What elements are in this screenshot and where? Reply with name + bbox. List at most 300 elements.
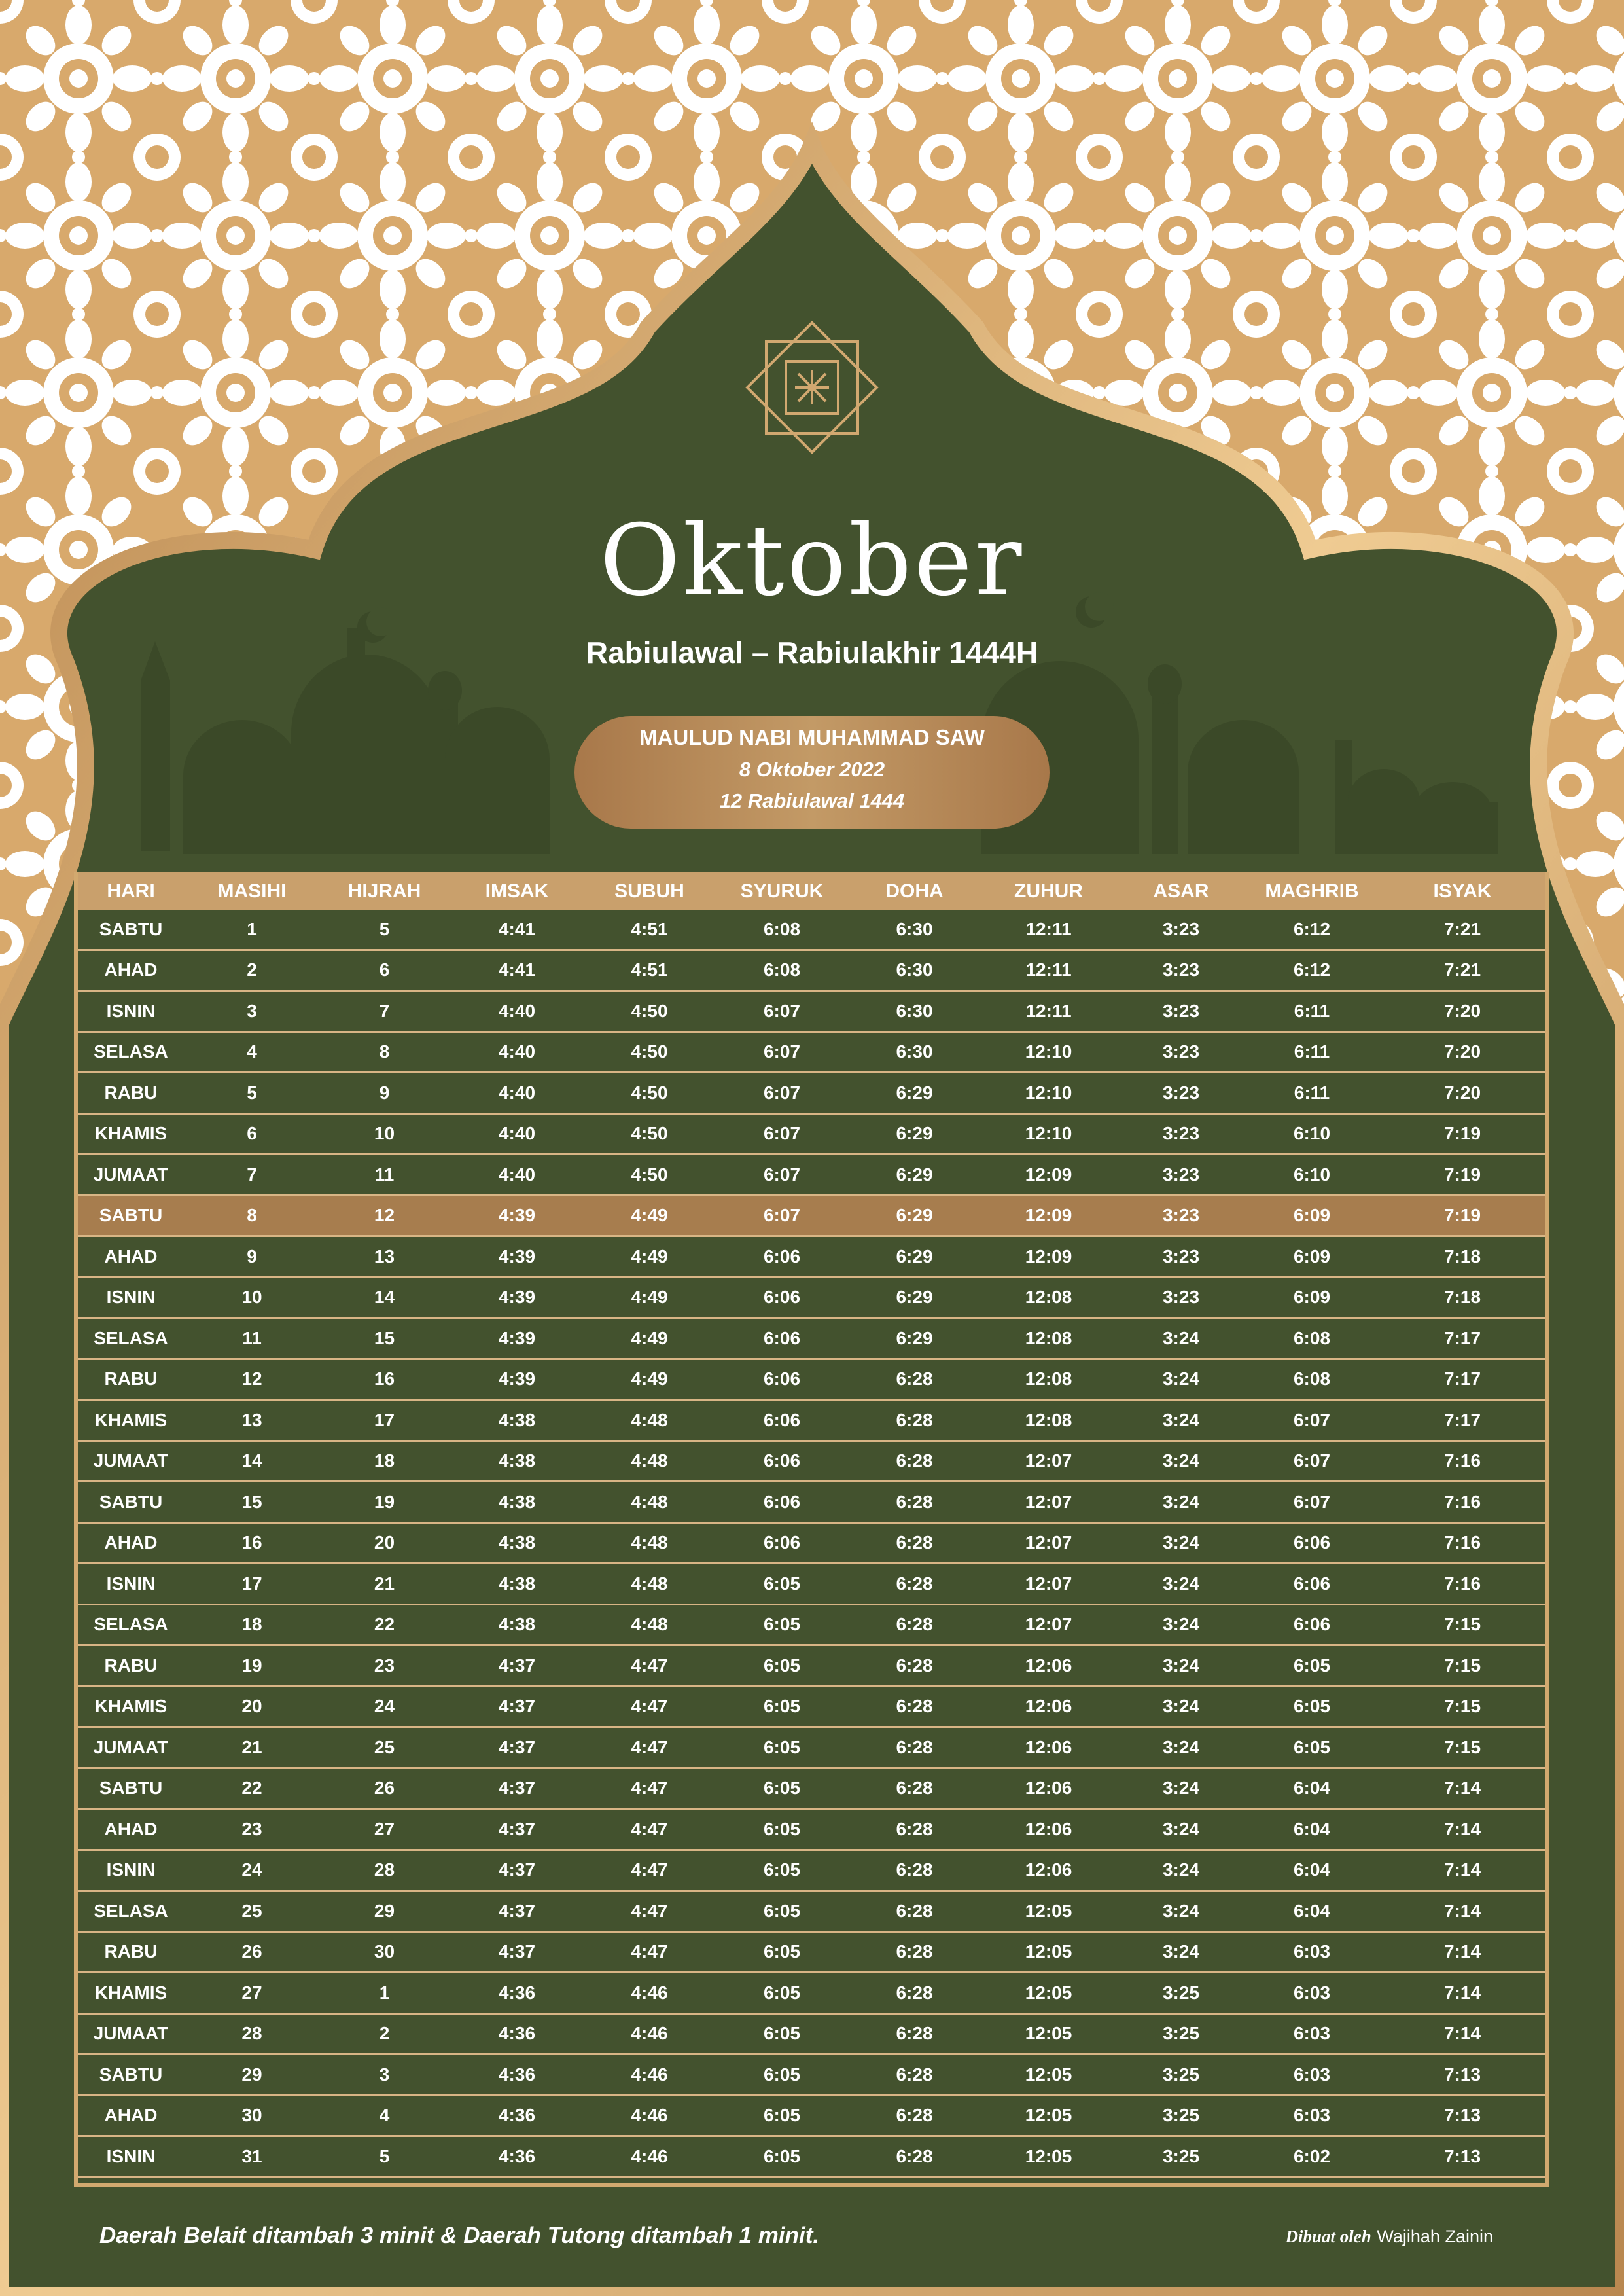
table-cell: 7:16 bbox=[1377, 1482, 1547, 1523]
table-cell: 4:46 bbox=[582, 2095, 716, 2136]
table-cell: JUMAAT bbox=[75, 1441, 186, 1482]
table-cell: 4:49 bbox=[582, 1318, 716, 1359]
table-cell: 6:06 bbox=[1246, 1604, 1377, 1645]
month-title: Oktober bbox=[599, 504, 1025, 618]
table-cell: 6:28 bbox=[847, 1727, 981, 1768]
table-cell: 12:06 bbox=[981, 1850, 1116, 1891]
table-cell: 7:17 bbox=[1377, 1400, 1547, 1441]
table-cell: 6:05 bbox=[716, 1891, 847, 1932]
table-cell: 4:46 bbox=[582, 2054, 716, 2096]
table-cell: 29 bbox=[317, 1891, 451, 1932]
table-cell: 6:29 bbox=[847, 1236, 981, 1278]
table-cell: 12:06 bbox=[981, 1809, 1116, 1850]
table-cell: 4:47 bbox=[582, 1850, 716, 1891]
table-cell: 20 bbox=[317, 1522, 451, 1564]
table-cell: 4:47 bbox=[582, 1645, 716, 1687]
table-cell: 7:14 bbox=[1377, 1931, 1547, 1973]
column-header: ISYAK bbox=[1377, 872, 1547, 910]
table-cell: 6:30 bbox=[847, 991, 981, 1032]
table-cell: 4:36 bbox=[451, 2054, 582, 2096]
table-cell: 6:28 bbox=[847, 2054, 981, 2096]
table-cell: 4:39 bbox=[451, 1236, 582, 1278]
table-cell: 7:14 bbox=[1377, 2013, 1547, 2054]
table-cell: 4:37 bbox=[451, 1727, 582, 1768]
table-cell: 1 bbox=[317, 1973, 451, 2014]
table-cell: 6:06 bbox=[716, 1277, 847, 1318]
table-cell: 6:04 bbox=[1246, 1809, 1377, 1850]
table-cell: 12:06 bbox=[981, 1768, 1116, 1809]
table-cell: 17 bbox=[186, 1564, 317, 1605]
table-cell: 6:03 bbox=[1246, 2054, 1377, 2096]
table-cell: 15 bbox=[186, 1482, 317, 1523]
table-cell: 5 bbox=[317, 910, 451, 950]
table-cell: 6:06 bbox=[716, 1359, 847, 1400]
table-cell: SABTU bbox=[75, 1768, 186, 1809]
table-cell: 6:05 bbox=[716, 1850, 847, 1891]
table-cell: 6:11 bbox=[1246, 1073, 1377, 1114]
table-cell: 3:23 bbox=[1116, 1155, 1246, 1196]
table-cell: 6:05 bbox=[716, 2095, 847, 2136]
table-cell: 11 bbox=[186, 1318, 317, 1359]
table-cell: 6:05 bbox=[716, 1686, 847, 1727]
table-cell: 12:09 bbox=[981, 1155, 1116, 1196]
table-cell: 21 bbox=[317, 1564, 451, 1605]
table-cell: 6:05 bbox=[716, 1973, 847, 2014]
table-cell: 6:06 bbox=[1246, 1522, 1377, 1564]
table-cell: 4:38 bbox=[451, 1482, 582, 1523]
table-cell: 13 bbox=[186, 1400, 317, 1441]
table-cell: 6:05 bbox=[716, 1931, 847, 1973]
table-cell: 12:11 bbox=[981, 991, 1116, 1032]
table-cell: 4:49 bbox=[582, 1277, 716, 1318]
table-cell: 25 bbox=[186, 1891, 317, 1932]
table-cell: 6:05 bbox=[716, 2054, 847, 2096]
table-cell: 3:24 bbox=[1116, 1318, 1246, 1359]
table-cell: 3:23 bbox=[1116, 950, 1246, 991]
table-cell: 6:09 bbox=[1246, 1195, 1377, 1236]
table-cell: 4:38 bbox=[451, 1522, 582, 1564]
table-cell: 4:40 bbox=[451, 1073, 582, 1114]
table-cell: 3:23 bbox=[1116, 1031, 1246, 1073]
table-cell: 7:15 bbox=[1377, 1645, 1547, 1687]
table-cell: 4:46 bbox=[582, 2013, 716, 2054]
table-cell: 3:24 bbox=[1116, 1359, 1246, 1400]
table-cell: 6:05 bbox=[716, 1727, 847, 1768]
table-cell: 4:48 bbox=[582, 1482, 716, 1523]
event-date: 8 Oktober 2022 bbox=[739, 758, 885, 781]
table-cell: 6:08 bbox=[1246, 1318, 1377, 1359]
column-header: SUBUH bbox=[582, 872, 716, 910]
table-cell: 3:24 bbox=[1116, 1809, 1246, 1850]
table-cell: RABU bbox=[75, 1931, 186, 1973]
table-cell: 7:16 bbox=[1377, 1564, 1547, 1605]
table-cell: 12:05 bbox=[981, 1973, 1116, 2014]
table-cell: ISNIN bbox=[75, 1850, 186, 1891]
table-cell: AHAD bbox=[75, 1236, 186, 1278]
table-cell: 30 bbox=[317, 1931, 451, 1973]
table-cell: 6:04 bbox=[1246, 1891, 1377, 1932]
table-cell: 7 bbox=[317, 991, 451, 1032]
table-cell: 23 bbox=[317, 1645, 451, 1687]
table-cell: SABTU bbox=[75, 1195, 186, 1236]
table-cell: 12:08 bbox=[981, 1318, 1116, 1359]
table-cell: 7:15 bbox=[1377, 1727, 1547, 1768]
table-cell: RABU bbox=[75, 1073, 186, 1114]
table-cell: 7:14 bbox=[1377, 1891, 1547, 1932]
table-cell: 6:06 bbox=[716, 1441, 847, 1482]
column-header: MAGHRIB bbox=[1246, 872, 1377, 910]
table-cell: SELASA bbox=[75, 1318, 186, 1359]
table-cell: 12:08 bbox=[981, 1359, 1116, 1400]
table-cell: 6:28 bbox=[847, 2095, 981, 2136]
credit-prefix: Dibuat oleh bbox=[1285, 2227, 1371, 2246]
table-cell: 18 bbox=[186, 1604, 317, 1645]
table-cell: 4:36 bbox=[451, 2095, 582, 2136]
table-cell: 6:28 bbox=[847, 1891, 981, 1932]
table-cell: 8 bbox=[317, 1031, 451, 1073]
table-cell: 6:03 bbox=[1246, 1931, 1377, 1973]
table-cell: 6:12 bbox=[1246, 910, 1377, 950]
table-cell: 6:07 bbox=[716, 1073, 847, 1114]
table-cell: 6:03 bbox=[1246, 1973, 1377, 2014]
table-cell: 6:11 bbox=[1246, 991, 1377, 1032]
table-cell: 6:05 bbox=[716, 1604, 847, 1645]
table-cell: 12:06 bbox=[981, 1686, 1116, 1727]
table-cell: 3:24 bbox=[1116, 1645, 1246, 1687]
table-cell: 12:09 bbox=[981, 1236, 1116, 1278]
event-badge bbox=[574, 716, 1050, 829]
table-cell: 3:24 bbox=[1116, 1400, 1246, 1441]
table-cell: AHAD bbox=[75, 1809, 186, 1850]
table-cell: 4:47 bbox=[582, 1931, 716, 1973]
table-cell: 4:47 bbox=[582, 1809, 716, 1850]
table-cell: 3:23 bbox=[1116, 1277, 1246, 1318]
table-cell: 6:07 bbox=[716, 991, 847, 1032]
table-cell: 23 bbox=[186, 1809, 317, 1850]
table-cell: 12:06 bbox=[981, 1645, 1116, 1687]
table-cell: 6:05 bbox=[716, 1768, 847, 1809]
table-cell: 3:24 bbox=[1116, 1522, 1246, 1564]
table-cell: 4:40 bbox=[451, 1113, 582, 1155]
table-cell: 6:05 bbox=[716, 2013, 847, 2054]
table-cell: 4:41 bbox=[451, 910, 582, 950]
table-cell: 7:21 bbox=[1377, 950, 1547, 991]
table-cell: SABTU bbox=[75, 910, 186, 950]
table-cell: 7:21 bbox=[1377, 910, 1547, 950]
table-cell: 12:09 bbox=[981, 1195, 1116, 1236]
table-cell: 12:06 bbox=[981, 1727, 1116, 1768]
table-cell: 6:04 bbox=[1246, 1768, 1377, 1809]
table-cell: KHAMIS bbox=[75, 1686, 186, 1727]
table-cell: KHAMIS bbox=[75, 1973, 186, 2014]
table-cell: 26 bbox=[186, 1931, 317, 1973]
table-cell: 12 bbox=[186, 1359, 317, 1400]
table-cell: 6:08 bbox=[716, 910, 847, 950]
table-cell: 3:23 bbox=[1116, 991, 1246, 1032]
table-cell: 4:49 bbox=[582, 1195, 716, 1236]
table-cell: 3:25 bbox=[1116, 2095, 1246, 2136]
table-cell: 4:40 bbox=[451, 991, 582, 1032]
table-cell: 4:48 bbox=[582, 1604, 716, 1645]
table-cell: 6:05 bbox=[716, 2136, 847, 2178]
table-cell: 6:30 bbox=[847, 950, 981, 991]
table-cell: 6:03 bbox=[1246, 2095, 1377, 2136]
table-cell: 6:05 bbox=[1246, 1727, 1377, 1768]
table-cell: 10 bbox=[186, 1277, 317, 1318]
table-cell: 3:23 bbox=[1116, 1236, 1246, 1278]
event-hijri-date: 12 Rabiulawal 1444 bbox=[719, 789, 905, 812]
table-cell: 28 bbox=[186, 2013, 317, 2054]
table-cell: ISNIN bbox=[75, 991, 186, 1032]
table-cell: 4:39 bbox=[451, 1318, 582, 1359]
table-cell: 3 bbox=[186, 991, 317, 1032]
table-cell: 12:05 bbox=[981, 2095, 1116, 2136]
table-cell: 7:20 bbox=[1377, 1073, 1547, 1114]
table-cell: 4 bbox=[186, 1031, 317, 1073]
column-header: ZUHUR bbox=[981, 872, 1116, 910]
table-cell: 4:36 bbox=[451, 2013, 582, 2054]
table-cell: 30 bbox=[186, 2095, 317, 2136]
table-cell: 6:28 bbox=[847, 1809, 981, 1850]
table-cell: 6:07 bbox=[1246, 1482, 1377, 1523]
table-cell: 3:25 bbox=[1116, 2136, 1246, 2178]
table-cell: 26 bbox=[317, 1768, 451, 1809]
table-cell: 7:19 bbox=[1377, 1195, 1547, 1236]
table-cell: SELASA bbox=[75, 1031, 186, 1073]
table-cell: 6:28 bbox=[847, 1973, 981, 2014]
table-cell: 12:08 bbox=[981, 1277, 1116, 1318]
table-cell: 19 bbox=[186, 1645, 317, 1687]
table-cell: 6:28 bbox=[847, 1482, 981, 1523]
table-cell: 12:05 bbox=[981, 2136, 1116, 2178]
islamic-star-emblem-icon bbox=[747, 323, 877, 452]
table-cell: 4:40 bbox=[451, 1031, 582, 1073]
table-cell: 15 bbox=[317, 1318, 451, 1359]
table-cell: 5 bbox=[317, 2136, 451, 2178]
table-cell: 4:48 bbox=[582, 1400, 716, 1441]
column-header: HARI bbox=[75, 872, 186, 910]
table-cell: 6:06 bbox=[716, 1482, 847, 1523]
table-cell: 4:47 bbox=[582, 1891, 716, 1932]
table-cell: 6:07 bbox=[716, 1031, 847, 1073]
table-cell: 6:04 bbox=[1246, 1850, 1377, 1891]
table-cell: 6:28 bbox=[847, 2136, 981, 2178]
table-cell: 4:48 bbox=[582, 1441, 716, 1482]
table-cell: 12:08 bbox=[981, 1400, 1116, 1441]
table-cell: 7:17 bbox=[1377, 1318, 1547, 1359]
table-cell: 6:06 bbox=[716, 1522, 847, 1564]
footer-note: Daerah Belait ditambah 3 minit & Daerah Tutong ditambah 1 minit. bbox=[99, 2223, 820, 2248]
table-cell: 4:49 bbox=[582, 1359, 716, 1400]
table-cell: 6:30 bbox=[847, 1031, 981, 1073]
table-cell: 6:28 bbox=[847, 2013, 981, 2054]
table-cell: 6:11 bbox=[1246, 1031, 1377, 1073]
table-cell: 8 bbox=[186, 1195, 317, 1236]
table-cell: 10 bbox=[317, 1113, 451, 1155]
hijri-subtitle: Rabiulawal – Rabiulakhir 1444H bbox=[586, 636, 1038, 670]
table-cell: 12:07 bbox=[981, 1482, 1116, 1523]
table-cell: 7:16 bbox=[1377, 1522, 1547, 1564]
table-cell: 12:05 bbox=[981, 1931, 1116, 1973]
table-cell: 6:08 bbox=[716, 950, 847, 991]
table-cell: 6:02 bbox=[1246, 2136, 1377, 2178]
table-cell: 6:28 bbox=[847, 1522, 981, 1564]
table-cell: 4:49 bbox=[582, 1236, 716, 1278]
table-cell: 12:10 bbox=[981, 1113, 1116, 1155]
table-cell: 27 bbox=[317, 1809, 451, 1850]
table-cell: 4:37 bbox=[451, 1686, 582, 1727]
table-cell: 12:10 bbox=[981, 1073, 1116, 1114]
table-cell: 6:28 bbox=[847, 1441, 981, 1482]
table-cell: 24 bbox=[186, 1850, 317, 1891]
table-cell: 7:13 bbox=[1377, 2095, 1547, 2136]
table-cell: 6:29 bbox=[847, 1073, 981, 1114]
table-cell: 7:14 bbox=[1377, 1809, 1547, 1850]
table-cell: 6:28 bbox=[847, 1850, 981, 1891]
table-cell: SELASA bbox=[75, 1891, 186, 1932]
table-cell: 4:47 bbox=[582, 1727, 716, 1768]
table-cell: 6:28 bbox=[847, 1645, 981, 1687]
table-cell: 6:05 bbox=[716, 1564, 847, 1605]
table-cell: 4 bbox=[317, 2095, 451, 2136]
credit-name: Wajihah Zainin bbox=[1377, 2227, 1493, 2246]
table-cell: 6:28 bbox=[847, 1359, 981, 1400]
table-cell: 6:06 bbox=[716, 1236, 847, 1278]
table-cell: 3:25 bbox=[1116, 2013, 1246, 2054]
table-cell: 31 bbox=[186, 2136, 317, 2178]
table-cell: 4:46 bbox=[582, 2136, 716, 2178]
table-cell: 3:24 bbox=[1116, 1891, 1246, 1932]
table-cell: 25 bbox=[317, 1727, 451, 1768]
table-cell: JUMAAT bbox=[75, 1155, 186, 1196]
table-cell: 7:13 bbox=[1377, 2054, 1547, 2096]
table-cell: 12:11 bbox=[981, 910, 1116, 950]
table-cell: 14 bbox=[186, 1441, 317, 1482]
table-cell: 3:24 bbox=[1116, 1931, 1246, 1973]
table-cell: 6:29 bbox=[847, 1318, 981, 1359]
table-cell: 6:29 bbox=[847, 1277, 981, 1318]
table-cell: 7:20 bbox=[1377, 1031, 1547, 1073]
table-cell: 24 bbox=[317, 1686, 451, 1727]
table-cell: 6:05 bbox=[716, 1645, 847, 1687]
table-cell: 4:41 bbox=[451, 950, 582, 991]
event-name: MAULUD NABI MUHAMMAD SAW bbox=[639, 725, 985, 749]
table-cell: 12:05 bbox=[981, 1891, 1116, 1932]
column-header: SYURUK bbox=[716, 872, 847, 910]
table-cell: 4:36 bbox=[451, 2136, 582, 2178]
table-cell: 4:38 bbox=[451, 1564, 582, 1605]
table-cell: 6:29 bbox=[847, 1155, 981, 1196]
table-cell: 22 bbox=[317, 1604, 451, 1645]
column-header: MASIHI bbox=[186, 872, 317, 910]
table-cell: 7:20 bbox=[1377, 991, 1547, 1032]
table-cell: AHAD bbox=[75, 950, 186, 991]
table-cell: 3:24 bbox=[1116, 1482, 1246, 1523]
table-cell: 6:29 bbox=[847, 1195, 981, 1236]
table-cell: 4:40 bbox=[451, 1155, 582, 1196]
table-cell: 12:07 bbox=[981, 1604, 1116, 1645]
table-cell: 6:07 bbox=[1246, 1400, 1377, 1441]
table-cell: 6:28 bbox=[847, 1931, 981, 1973]
table-cell: 12:07 bbox=[981, 1522, 1116, 1564]
table-cell: 3:23 bbox=[1116, 1195, 1246, 1236]
column-header: IMSAK bbox=[451, 872, 582, 910]
table-frame bbox=[74, 872, 1549, 2187]
table-cell: 12 bbox=[317, 1195, 451, 1236]
table-cell: 3:23 bbox=[1116, 910, 1246, 950]
table-cell: 18 bbox=[317, 1441, 451, 1482]
table-cell: 3:23 bbox=[1116, 1113, 1246, 1155]
table-cell: 3:23 bbox=[1116, 1073, 1246, 1114]
table-cell: 12:07 bbox=[981, 1564, 1116, 1605]
table-cell: 29 bbox=[186, 2054, 317, 2096]
table-cell: 6:07 bbox=[716, 1195, 847, 1236]
table-cell: JUMAAT bbox=[75, 2013, 186, 2054]
table-cell: 4:50 bbox=[582, 1113, 716, 1155]
table-cell: 1 bbox=[186, 910, 317, 950]
table-cell: 7:18 bbox=[1377, 1277, 1547, 1318]
table-cell: 12:07 bbox=[981, 1441, 1116, 1482]
table-cell: 6:06 bbox=[716, 1318, 847, 1359]
table-cell: 4:39 bbox=[451, 1277, 582, 1318]
table-cell: 4:38 bbox=[451, 1604, 582, 1645]
table-cell: 2 bbox=[317, 2013, 451, 2054]
table-cell: 4:51 bbox=[582, 910, 716, 950]
table-cell: 6:09 bbox=[1246, 1236, 1377, 1278]
table-cell: 3:24 bbox=[1116, 1686, 1246, 1727]
column-header: ASAR bbox=[1116, 872, 1246, 910]
table-cell: 6:05 bbox=[716, 1809, 847, 1850]
table-cell: 3:24 bbox=[1116, 1727, 1246, 1768]
table-cell: 7 bbox=[186, 1155, 317, 1196]
table-cell: 6:28 bbox=[847, 1604, 981, 1645]
table-cell: 3:24 bbox=[1116, 1564, 1246, 1605]
table-cell: 4:50 bbox=[582, 1073, 716, 1114]
table-cell: 7:16 bbox=[1377, 1441, 1547, 1482]
table-cell: 21 bbox=[186, 1727, 317, 1768]
table-cell: 6:07 bbox=[716, 1155, 847, 1196]
table-cell: 7:17 bbox=[1377, 1359, 1547, 1400]
table-cell: 6:08 bbox=[1246, 1359, 1377, 1400]
table-cell: 7:19 bbox=[1377, 1113, 1547, 1155]
table-cell: 6:06 bbox=[1246, 1564, 1377, 1605]
table-cell: 3:25 bbox=[1116, 1973, 1246, 2014]
table-cell: 16 bbox=[317, 1359, 451, 1400]
table-cell: KHAMIS bbox=[75, 1400, 186, 1441]
table-cell: 6:09 bbox=[1246, 1277, 1377, 1318]
table-cell: 7:14 bbox=[1377, 1850, 1547, 1891]
table-cell: 3 bbox=[317, 2054, 451, 2096]
table-cell: SABTU bbox=[75, 2054, 186, 2096]
table-cell: ISNIN bbox=[75, 1277, 186, 1318]
table-cell: 6:28 bbox=[847, 1768, 981, 1809]
table-cell: 4:39 bbox=[451, 1359, 582, 1400]
table-cell: 14 bbox=[317, 1277, 451, 1318]
table-cell: 4:37 bbox=[451, 1768, 582, 1809]
table-cell: 5 bbox=[186, 1073, 317, 1114]
table-cell: 6:05 bbox=[1246, 1686, 1377, 1727]
table-cell: 4:37 bbox=[451, 1809, 582, 1850]
table-cell: 6:30 bbox=[847, 910, 981, 950]
table-cell: 12:10 bbox=[981, 1031, 1116, 1073]
table-cell: 4:38 bbox=[451, 1400, 582, 1441]
table-cell: 4:47 bbox=[582, 1686, 716, 1727]
table-cell: 12:05 bbox=[981, 2054, 1116, 2096]
table-cell: 6:06 bbox=[716, 1400, 847, 1441]
table-cell: 4:39 bbox=[451, 1195, 582, 1236]
table-cell: 4:47 bbox=[582, 1768, 716, 1809]
table-cell: 4:46 bbox=[582, 1973, 716, 2014]
